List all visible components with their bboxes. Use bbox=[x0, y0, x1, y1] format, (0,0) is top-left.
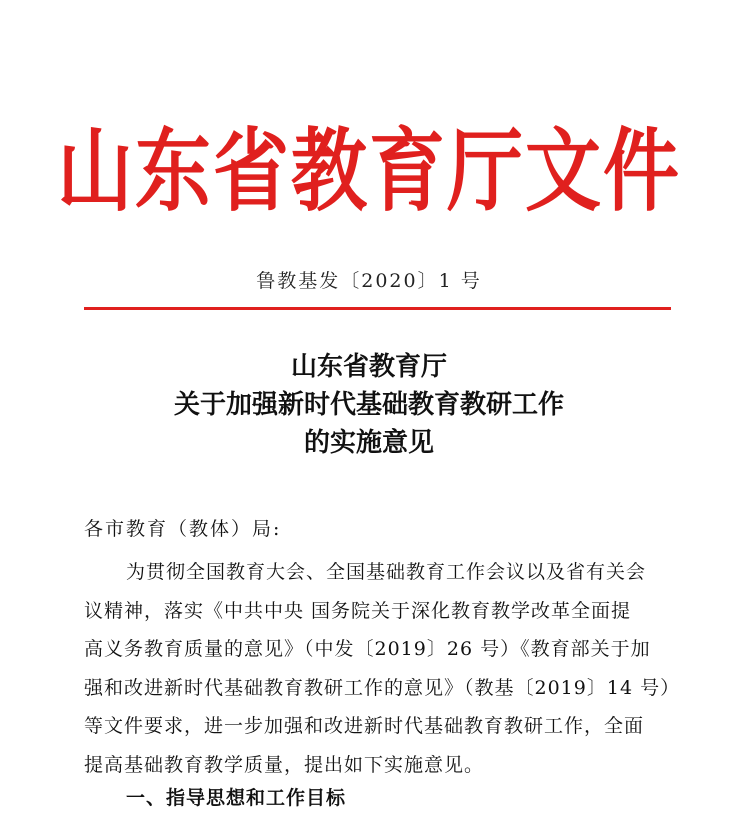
section-heading: 一、指导思想和工作目标 bbox=[126, 787, 347, 809]
salutation: 各市教育（教体）局: bbox=[84, 518, 282, 540]
body-line: 强和改进新时代基础教育教研工作的意见》（教基〔2019〕14 号） bbox=[84, 676, 681, 699]
title-line-1: 山东省教育厅 bbox=[290, 352, 447, 382]
body-line: 议精神，落实《中共中央 国务院关于深化教育教学改革全面提 bbox=[84, 599, 632, 622]
document-number: 鲁教基发〔2020〕1 号 bbox=[256, 270, 482, 292]
body-line: 高义务教育质量的意见》（中发〔2019〕26 号）《教育部关于加 bbox=[84, 638, 651, 660]
title-line-2: 关于加强新时代基础教育教研工作 bbox=[173, 390, 564, 420]
body-line: 等文件要求，进一步加强和改进新时代基础教育教研工作，全面 bbox=[84, 715, 645, 737]
document-masthead: 山东省教育厅文件 bbox=[57, 118, 681, 224]
title-line-3: 的实施意见 bbox=[303, 428, 434, 458]
body-line: 提高基础教育教学质量，提出如下实施意见。 bbox=[84, 753, 485, 776]
document-title bbox=[0, 348, 738, 462]
body-paragraph bbox=[84, 553, 681, 784]
red-divider-line bbox=[84, 307, 671, 310]
body-line: 为贯彻全国教育大会、全国基础教育工作会议以及省有关会 bbox=[126, 561, 647, 583]
